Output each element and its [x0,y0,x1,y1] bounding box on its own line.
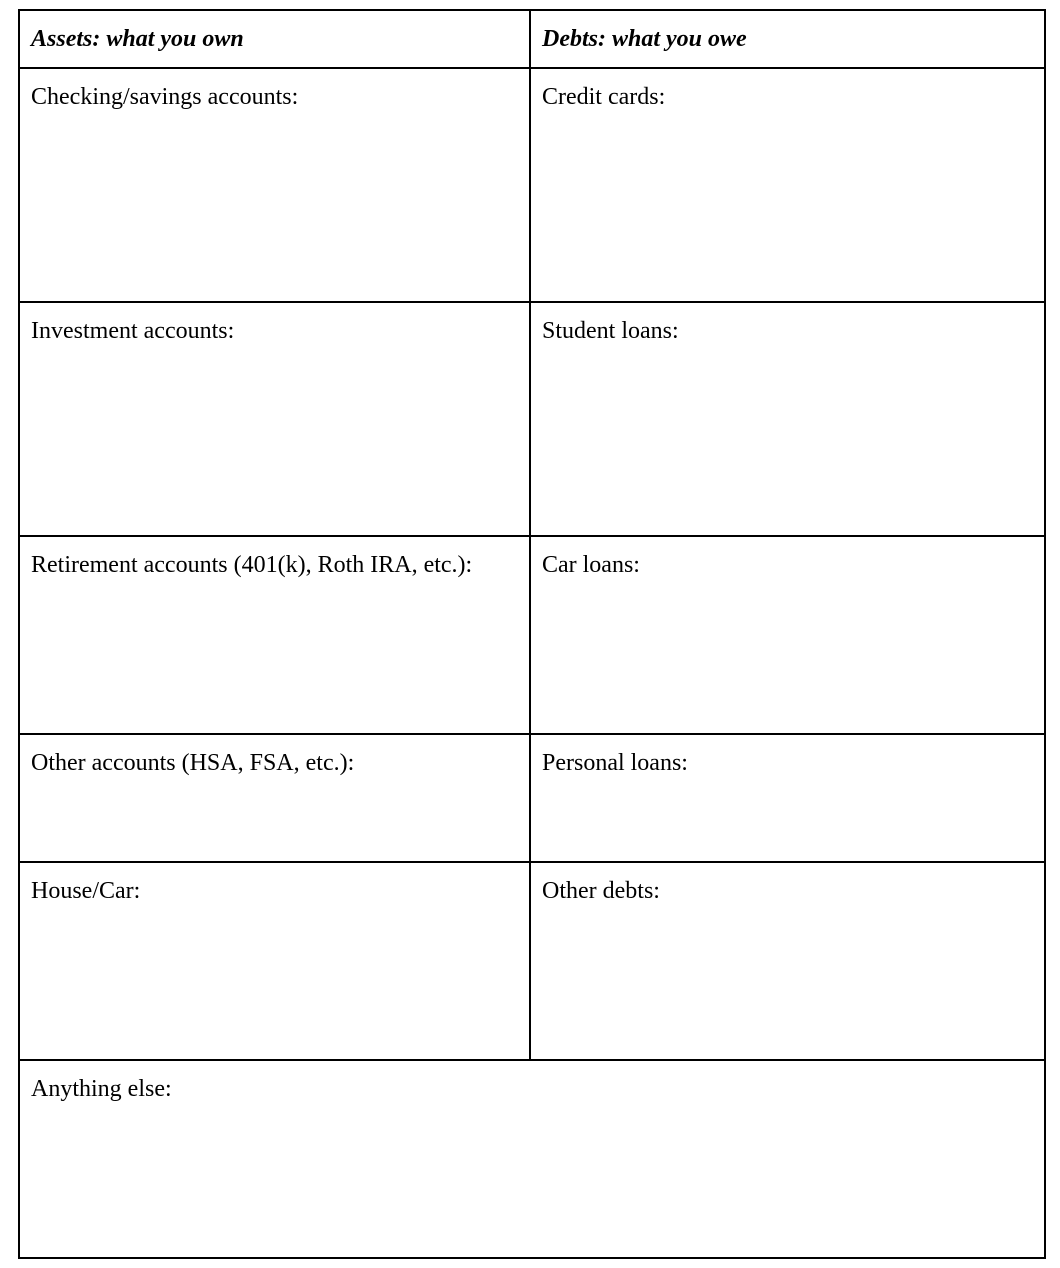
other-accounts-cell[interactable] [19,734,530,862]
house-car-label: House/Car: [31,878,141,904]
personal-loans-cell[interactable] [530,734,1045,862]
credit-cards-label: Credit cards: [541,84,666,110]
debts-header-cell [530,10,1045,68]
anything-else-cell[interactable] [19,1060,1045,1258]
assets-debts-table [18,9,1046,1259]
footer-row [19,1060,1045,1258]
header-row [19,10,1045,68]
car-loans-cell[interactable] [530,536,1045,734]
anything-else-label: Anything else: [31,1076,172,1102]
other-debts-label: Other debts: [541,878,660,904]
assets-header-cell [19,10,530,68]
student-loans-cell[interactable] [530,302,1045,536]
table-row [19,68,1045,302]
assets-header: Assets: what you own [31,26,244,52]
checking-savings-label: Checking/savings accounts: [31,84,299,110]
debts-header: Debts: what you owe [541,26,747,52]
retirement-accounts-label: Retirement accounts (401(k), Roth IRA, etc.): [31,552,473,578]
credit-cards-cell[interactable] [530,68,1045,302]
other-accounts-label: Other accounts (HSA, FSA, etc.): [31,750,355,776]
personal-loans-label: Personal loans: [541,750,688,776]
checking-savings-cell[interactable] [19,68,530,302]
house-car-cell[interactable] [19,862,530,1060]
car-loans-label: Car loans: [541,552,640,578]
table-row [19,862,1045,1060]
investment-accounts-label: Investment accounts: [31,318,235,344]
student-loans-label: Student loans: [541,318,679,344]
table-row [19,302,1045,536]
investment-accounts-cell[interactable] [19,302,530,536]
other-debts-cell[interactable] [530,862,1045,1060]
table-row [19,536,1045,734]
table-row [19,734,1045,862]
retirement-accounts-cell[interactable] [19,536,530,734]
